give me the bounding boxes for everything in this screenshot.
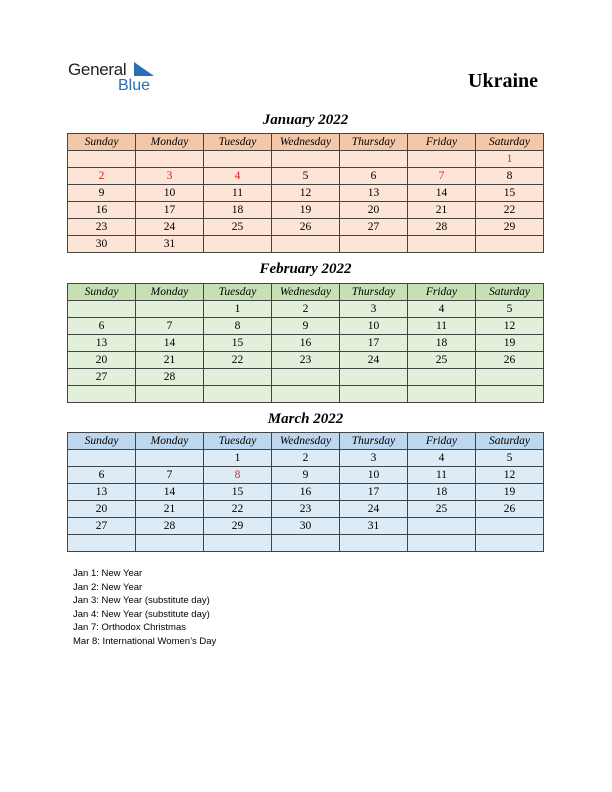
empty-day-cell xyxy=(136,450,204,467)
empty-day-cell xyxy=(476,386,544,403)
day-cell: 30 xyxy=(272,518,340,535)
day-cell: 25 xyxy=(204,219,272,236)
day-cell: 11 xyxy=(408,318,476,335)
weekday-header-row xyxy=(68,433,544,450)
holiday-item: Jan 4: New Year (substitute day) xyxy=(73,608,210,620)
empty-day-cell xyxy=(340,535,408,552)
day-cell: 26 xyxy=(476,501,544,518)
day-cell: 13 xyxy=(68,484,136,501)
empty-day-cell xyxy=(476,369,544,386)
month-title-mar: March 2022 xyxy=(267,411,344,427)
day-cell: 20 xyxy=(68,501,136,518)
weekday-header: Friday xyxy=(408,134,476,151)
day-cell: 18 xyxy=(204,202,272,219)
day-cell: 22 xyxy=(476,202,544,219)
day-cell: 20 xyxy=(68,352,136,369)
day-cell: 18 xyxy=(408,335,476,352)
day-cell: 24 xyxy=(340,352,408,369)
day-cell: 27 xyxy=(68,518,136,535)
empty-day-cell xyxy=(204,151,272,168)
week-row xyxy=(68,185,544,202)
empty-day-cell xyxy=(68,535,136,552)
empty-day-cell xyxy=(340,369,408,386)
day-cell: 31 xyxy=(136,236,204,253)
day-cell: 15 xyxy=(204,484,272,501)
day-cell: 29 xyxy=(476,219,544,236)
day-cell: 23 xyxy=(272,501,340,518)
week-row xyxy=(68,484,544,501)
empty-day-cell xyxy=(408,236,476,253)
day-cell: 2 xyxy=(68,168,136,185)
holiday-item: Mar 8: International Women’s Day xyxy=(73,635,217,647)
day-cell: 5 xyxy=(272,168,340,185)
empty-day-cell xyxy=(340,236,408,253)
day-cell: 1 xyxy=(476,151,544,168)
day-cell: 9 xyxy=(272,467,340,484)
day-cell: 9 xyxy=(68,185,136,202)
holiday-item: Jan 7: Orthodox Christmas xyxy=(73,622,186,634)
weekday-header: Monday xyxy=(136,134,204,151)
empty-day-cell xyxy=(204,535,272,552)
empty-day-cell xyxy=(204,369,272,386)
day-cell: 4 xyxy=(204,168,272,185)
day-cell: 21 xyxy=(408,202,476,219)
month-title-jan: January 2022 xyxy=(262,112,349,128)
week-row xyxy=(68,335,544,352)
empty-day-cell xyxy=(68,151,136,168)
day-cell: 14 xyxy=(136,335,204,352)
weekday-header: Thursday xyxy=(340,284,408,301)
weekday-header: Wednesday xyxy=(272,284,340,301)
logo-general-text: General xyxy=(68,60,127,79)
weekday-header: Wednesday xyxy=(272,134,340,151)
weekday-header: Friday xyxy=(408,433,476,450)
empty-day-cell xyxy=(136,535,204,552)
day-cell: 10 xyxy=(136,185,204,202)
day-cell: 15 xyxy=(204,335,272,352)
day-cell: 10 xyxy=(340,318,408,335)
empty-day-cell xyxy=(272,535,340,552)
weekday-header: Tuesday xyxy=(204,284,272,301)
weekday-header: Sunday xyxy=(68,284,136,301)
empty-day-cell xyxy=(272,236,340,253)
day-cell: 28 xyxy=(408,219,476,236)
day-cell: 23 xyxy=(272,352,340,369)
day-cell: 19 xyxy=(476,484,544,501)
week-row xyxy=(68,236,544,253)
day-cell: 3 xyxy=(340,301,408,318)
weekday-header: Tuesday xyxy=(204,134,272,151)
day-cell: 6 xyxy=(68,318,136,335)
day-cell: 13 xyxy=(340,185,408,202)
logo-flag-icon xyxy=(134,62,154,76)
day-cell: 16 xyxy=(272,335,340,352)
day-cell: 21 xyxy=(136,352,204,369)
calendar-table-feb xyxy=(67,283,544,403)
logo xyxy=(68,60,168,96)
day-cell: 29 xyxy=(204,518,272,535)
holiday-list xyxy=(73,567,216,649)
week-row xyxy=(68,535,544,552)
empty-day-cell xyxy=(272,369,340,386)
weekday-header: Saturday xyxy=(476,134,544,151)
empty-day-cell xyxy=(476,535,544,552)
day-cell: 14 xyxy=(408,185,476,202)
calendar-table-mar xyxy=(67,432,544,552)
day-cell: 28 xyxy=(136,518,204,535)
weekday-header: Thursday xyxy=(340,134,408,151)
day-cell: 20 xyxy=(340,202,408,219)
day-cell: 11 xyxy=(408,467,476,484)
empty-day-cell xyxy=(68,386,136,403)
empty-day-cell xyxy=(272,151,340,168)
day-cell: 19 xyxy=(476,335,544,352)
day-cell: 27 xyxy=(68,369,136,386)
empty-day-cell xyxy=(136,151,204,168)
day-cell: 7 xyxy=(136,467,204,484)
week-row xyxy=(68,386,544,403)
day-cell: 30 xyxy=(68,236,136,253)
weekday-header: Wednesday xyxy=(272,433,340,450)
day-cell: 19 xyxy=(272,202,340,219)
weekday-header-row xyxy=(68,134,544,151)
holiday-item: Jan 1: New Year xyxy=(73,568,143,579)
day-cell: 1 xyxy=(204,450,272,467)
day-cell: 17 xyxy=(340,335,408,352)
day-cell: 7 xyxy=(136,318,204,335)
day-cell: 12 xyxy=(476,318,544,335)
weekday-header: Monday xyxy=(136,284,204,301)
day-cell: 5 xyxy=(476,301,544,318)
day-cell: 24 xyxy=(136,219,204,236)
weekday-header: Friday xyxy=(408,284,476,301)
day-cell: 25 xyxy=(408,352,476,369)
country-title: Ukraine xyxy=(468,70,538,92)
empty-day-cell xyxy=(476,236,544,253)
day-cell: 2 xyxy=(272,301,340,318)
week-row xyxy=(68,518,544,535)
day-cell: 9 xyxy=(272,318,340,335)
day-cell: 25 xyxy=(408,501,476,518)
empty-day-cell xyxy=(340,151,408,168)
weekday-header: Monday xyxy=(136,433,204,450)
day-cell: 2 xyxy=(272,450,340,467)
day-cell: 31 xyxy=(340,518,408,535)
day-cell: 17 xyxy=(136,202,204,219)
weekday-header-row xyxy=(68,284,544,301)
day-cell: 8 xyxy=(204,318,272,335)
day-cell: 3 xyxy=(136,168,204,185)
week-row xyxy=(68,202,544,219)
day-cell: 8 xyxy=(204,467,272,484)
week-row xyxy=(68,219,544,236)
day-cell: 8 xyxy=(476,168,544,185)
weekday-header: Sunday xyxy=(68,433,136,450)
day-cell: 16 xyxy=(68,202,136,219)
day-cell: 28 xyxy=(136,369,204,386)
empty-day-cell xyxy=(68,450,136,467)
day-cell: 17 xyxy=(340,484,408,501)
holiday-item: Jan 3: New Year (substitute day) xyxy=(73,595,210,607)
week-row xyxy=(68,301,544,318)
holiday-item: Jan 2: New Year xyxy=(73,581,143,593)
day-cell: 7 xyxy=(408,168,476,185)
empty-day-cell xyxy=(204,386,272,403)
empty-day-cell xyxy=(408,386,476,403)
calendar-table-jan xyxy=(67,133,544,253)
day-cell: 24 xyxy=(340,501,408,518)
day-cell: 21 xyxy=(136,501,204,518)
week-row xyxy=(68,318,544,335)
day-cell: 12 xyxy=(476,467,544,484)
empty-day-cell xyxy=(408,369,476,386)
empty-day-cell xyxy=(408,151,476,168)
day-cell: 10 xyxy=(340,467,408,484)
day-cell: 22 xyxy=(204,501,272,518)
weekday-header: Saturday xyxy=(476,284,544,301)
week-row xyxy=(68,352,544,369)
day-cell: 5 xyxy=(476,450,544,467)
empty-day-cell xyxy=(68,301,136,318)
day-cell: 23 xyxy=(68,219,136,236)
week-row xyxy=(68,501,544,518)
day-cell: 13 xyxy=(68,335,136,352)
day-cell: 15 xyxy=(476,185,544,202)
week-row xyxy=(68,168,544,185)
empty-day-cell xyxy=(136,301,204,318)
day-cell: 26 xyxy=(476,352,544,369)
day-cell: 12 xyxy=(272,185,340,202)
week-row xyxy=(68,467,544,484)
weekday-header: Tuesday xyxy=(204,433,272,450)
day-cell: 1 xyxy=(204,301,272,318)
day-cell: 3 xyxy=(340,450,408,467)
day-cell: 6 xyxy=(68,467,136,484)
day-cell: 27 xyxy=(340,219,408,236)
day-cell: 26 xyxy=(272,219,340,236)
logo-blue-text: Blue xyxy=(118,77,151,94)
empty-day-cell xyxy=(272,386,340,403)
day-cell: 6 xyxy=(340,168,408,185)
empty-day-cell xyxy=(476,518,544,535)
month-title-feb: February 2022 xyxy=(259,261,352,277)
day-cell: 16 xyxy=(272,484,340,501)
empty-day-cell xyxy=(408,518,476,535)
week-row xyxy=(68,151,544,168)
day-cell: 14 xyxy=(136,484,204,501)
day-cell: 22 xyxy=(204,352,272,369)
week-row xyxy=(68,369,544,386)
weekday-header: Thursday xyxy=(340,433,408,450)
empty-day-cell xyxy=(340,386,408,403)
day-cell: 11 xyxy=(204,185,272,202)
empty-day-cell xyxy=(408,535,476,552)
day-cell: 4 xyxy=(408,301,476,318)
day-cell: 18 xyxy=(408,484,476,501)
empty-day-cell xyxy=(204,236,272,253)
day-cell: 4 xyxy=(408,450,476,467)
weekday-header: Sunday xyxy=(68,134,136,151)
weekday-header: Saturday xyxy=(476,433,544,450)
empty-day-cell xyxy=(136,386,204,403)
week-row xyxy=(68,450,544,467)
